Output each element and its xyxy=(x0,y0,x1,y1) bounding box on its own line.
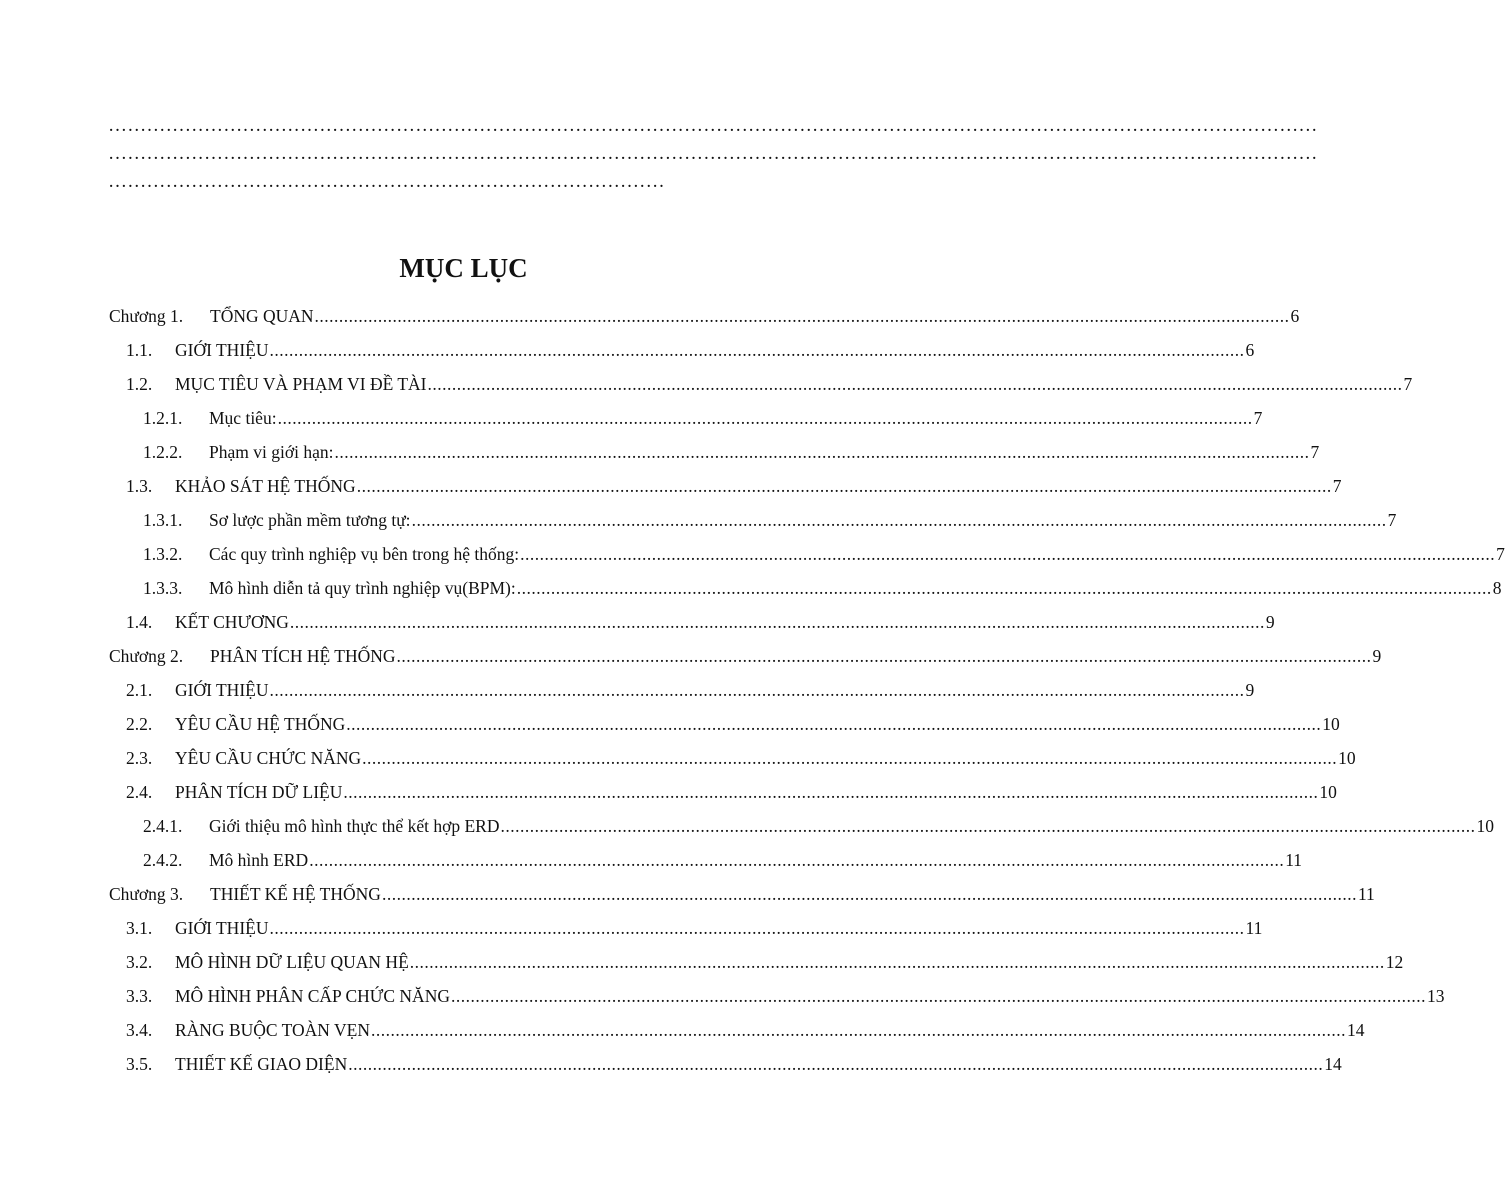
toc-entry[interactable] xyxy=(126,1013,1365,1047)
toc-title: THIẾT KẾ GIAO DIỆN xyxy=(175,1053,348,1074)
dot-leader: ........................................................................................................................................................................................................ xyxy=(269,917,1245,938)
toc-entry[interactable] xyxy=(143,843,1303,877)
dot-leader: ........................................................................................................................................................................................................ xyxy=(370,1019,1346,1040)
toc-number: 3.4. xyxy=(126,1019,153,1040)
toc-number: 1.2. xyxy=(126,373,153,394)
toc-page: 6 xyxy=(1290,305,1300,326)
toc-number: 1.2.2. xyxy=(143,441,183,462)
toc-entry[interactable] xyxy=(109,877,1375,911)
toc-title: YÊU CẦU HỆ THỐNG xyxy=(175,713,346,734)
toc-page: 8 xyxy=(1492,577,1502,598)
toc-page: 10 xyxy=(1322,713,1340,734)
dot-leader: ........................................................................................................................................................................................................ xyxy=(356,475,1332,496)
toc-entry[interactable] xyxy=(126,775,1337,809)
toc-number: 2.4.1. xyxy=(143,815,183,836)
toc-title: RÀNG BUỘC TOÀN VẸN xyxy=(175,1019,370,1040)
toc-number: 2.2. xyxy=(126,713,153,734)
toc-number: 2.4. xyxy=(126,781,153,802)
dot-leader: ........................................................................................................................................................................................................ xyxy=(289,611,1265,632)
toc-title: Mô hình ERD xyxy=(209,849,309,870)
toc-number: 1.1. xyxy=(126,339,153,360)
dot-leader: ........................................................................................................................................................................................................ xyxy=(396,645,1372,666)
dot-leader: ........................................................................................................................................................................................................ xyxy=(269,339,1245,360)
dot-leader: ........................................................................................................................................................................................................ xyxy=(348,1053,1324,1074)
toc-entry[interactable] xyxy=(143,401,1263,435)
toc-number: 2.4.2. xyxy=(143,849,183,870)
toc-entry[interactable] xyxy=(109,639,1382,673)
toc-title: GIỚI THIỆU xyxy=(175,917,269,938)
dot-leader: ........................................................................................................................................................................................................ xyxy=(409,951,1385,972)
toc-entry[interactable] xyxy=(143,503,1397,537)
dot-leader: ........................................................................................................................................................................................................ xyxy=(314,305,1290,326)
dot-leader: ........................................................................................................................................................................................................ xyxy=(427,373,1403,394)
dot-leader: ........................................................................................................................................................................................................ xyxy=(309,849,1285,870)
dot-leader: ........................................................................................................................................................................................................ xyxy=(362,747,1338,768)
toc-page: 7 xyxy=(1253,407,1263,428)
toc-title: Giới thiệu mô hình thực thể kết hợp ERD xyxy=(209,815,500,836)
toc-entry[interactable] xyxy=(126,469,1342,503)
toc-number: 3.2. xyxy=(126,951,153,972)
toc-number: 1.3.2. xyxy=(143,543,183,564)
toc-entry[interactable] xyxy=(126,1047,1342,1081)
toc-title: YÊU CẦU CHỨC NĂNG xyxy=(175,747,362,768)
toc-title: KHẢO SÁT HỆ THỐNG xyxy=(175,475,356,496)
toc-page: 7 xyxy=(1332,475,1342,496)
toc-page: 9 xyxy=(1265,611,1275,632)
toc-title: Sơ lược phần mềm tương tự: xyxy=(209,509,411,530)
dot-leader: ........................................................................................................................................................................................................ xyxy=(411,509,1387,530)
toc-page: 10 xyxy=(1338,747,1356,768)
toc-number: 2.1. xyxy=(126,679,153,700)
toc-entry[interactable] xyxy=(126,911,1263,945)
toc-number: 1.4. xyxy=(126,611,153,632)
toc-entry[interactable] xyxy=(126,945,1404,979)
page-title: MỤC LỤC xyxy=(399,253,528,283)
toc-page: 14 xyxy=(1346,1019,1365,1040)
toc-title: MÔ HÌNH PHÂN CẤP CHỨC NĂNG xyxy=(175,985,450,1006)
toc-number: 3.1. xyxy=(126,917,153,938)
toc-page: 9 xyxy=(1372,645,1382,666)
toc-page: 9 xyxy=(1245,679,1255,700)
dotted-line: ……………………………………………………………………………………………………………………………………………………………………… xyxy=(108,115,1318,136)
toc-number: 1.3.3. xyxy=(143,577,183,598)
dotted-line: …………………………………………………………………………… xyxy=(108,171,665,192)
toc-entry[interactable] xyxy=(126,333,1255,367)
toc-title: Mô hình diễn tả quy trình nghiệp vụ(BPM): xyxy=(209,577,516,598)
toc-entry[interactable] xyxy=(143,537,1505,571)
toc-page: 10 xyxy=(1476,815,1494,836)
toc-title: KẾT CHƯƠNG xyxy=(175,611,289,632)
toc-page: 6 xyxy=(1245,339,1255,360)
toc-number: 1.2.1. xyxy=(143,407,183,428)
toc-page: 13 xyxy=(1426,985,1445,1006)
toc-page: 7 xyxy=(1387,509,1397,530)
toc-entry[interactable] xyxy=(126,367,1413,401)
toc-number: Chương 2. xyxy=(109,645,184,666)
toc-entry[interactable] xyxy=(126,707,1340,741)
toc-title: Phạm vi giới hạn: xyxy=(209,441,334,462)
toc-page: 11 xyxy=(1285,849,1303,870)
dotted-line: ……………………………………………………………………………………………………………………………………………………………………… xyxy=(108,143,1318,164)
toc-title: PHÂN TÍCH HỆ THỐNG xyxy=(210,645,396,666)
toc-number: 1.3.1. xyxy=(143,509,183,530)
toc-entry[interactable] xyxy=(109,299,1300,333)
toc-page: 11 xyxy=(1357,883,1375,904)
toc-entry[interactable] xyxy=(143,435,1320,469)
toc-number: 2.3. xyxy=(126,747,153,768)
toc-entry[interactable] xyxy=(126,673,1255,707)
toc-entry[interactable] xyxy=(126,741,1356,775)
toc-number: 1.3. xyxy=(126,475,153,496)
toc-title: PHÂN TÍCH DỮ LIỆU xyxy=(175,781,343,802)
toc-title: GIỚI THIỆU xyxy=(175,679,269,700)
toc-title: Các quy trình nghiệp vụ bên trong hệ thống: xyxy=(209,543,520,564)
toc-number: 3.5. xyxy=(126,1053,153,1074)
toc-number: Chương 1. xyxy=(109,305,184,326)
toc-page: 11 xyxy=(1245,917,1263,938)
toc-title: TỔNG QUAN xyxy=(210,305,314,326)
dot-leader: ........................................................................................................................................................................................................ xyxy=(381,883,1357,904)
toc-number: 3.3. xyxy=(126,985,153,1006)
toc-title: GIỚI THIỆU xyxy=(175,339,269,360)
dot-leader: ........................................................................................................................................................................................................ xyxy=(520,543,1496,564)
toc-entry[interactable] xyxy=(126,979,1445,1013)
toc-page: 7 xyxy=(1403,373,1413,394)
toc-page: 10 xyxy=(1319,781,1337,802)
dot-leader: ........................................................................................................................................................................................................ xyxy=(334,441,1310,462)
dot-leader: ........................................................................................................................................................................................................ xyxy=(277,407,1253,428)
toc-page: 12 xyxy=(1385,951,1404,972)
toc-number: Chương 3. xyxy=(109,883,184,904)
toc-page: 14 xyxy=(1324,1053,1342,1074)
dot-leader: ........................................................................................................................................................................................................ xyxy=(516,577,1492,598)
dot-leader: ........................................................................................................................................................................................................ xyxy=(343,781,1319,802)
toc-title: MÔ HÌNH DỮ LIỆU QUAN HỆ xyxy=(175,951,409,972)
dot-leader: ........................................................................................................................................................................................................ xyxy=(346,713,1322,734)
dot-leader: ........................................................................................................................................................................................................ xyxy=(269,679,1245,700)
toc-page: 7 xyxy=(1310,441,1320,462)
toc-page: 7 xyxy=(1496,543,1505,564)
toc-entry[interactable] xyxy=(143,571,1502,605)
toc-entry[interactable] xyxy=(126,605,1275,639)
toc-title: THIẾT KẾ HỆ THỐNG xyxy=(210,883,381,904)
dot-leader: ........................................................................................................................................................................................................ xyxy=(500,815,1476,836)
toc-title: Mục tiêu: xyxy=(209,407,277,428)
toc-entry[interactable] xyxy=(143,809,1494,843)
dot-leader: ........................................................................................................................................................................................................ xyxy=(450,985,1426,1006)
toc-title: MỤC TIÊU VÀ PHẠM VI ĐỀ TÀI xyxy=(175,373,427,394)
